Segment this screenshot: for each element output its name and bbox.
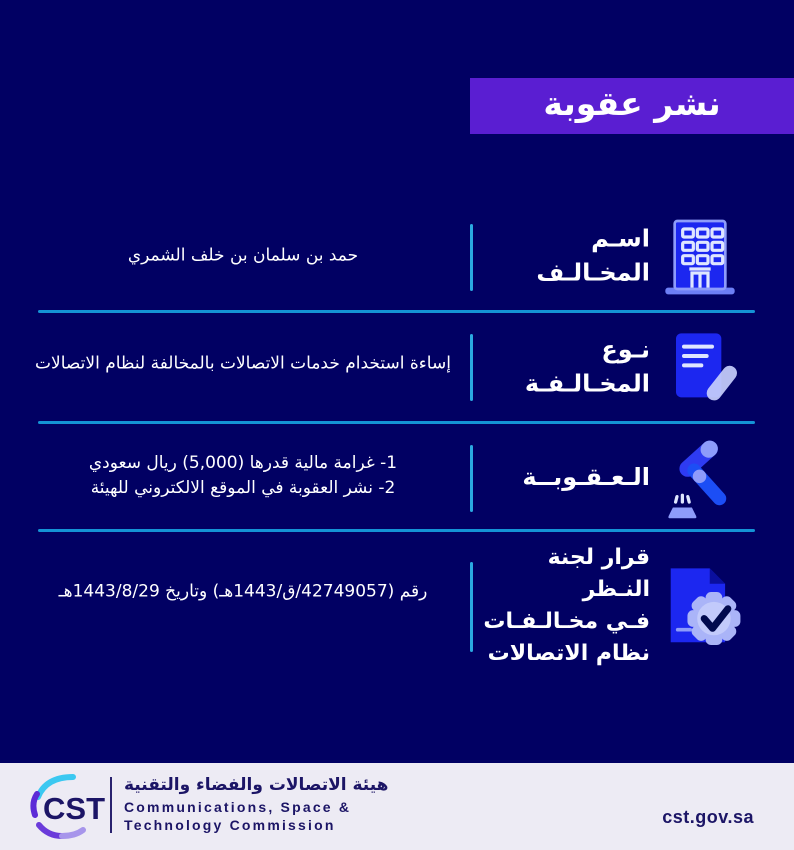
website-url: cst.gov.sa <box>662 807 754 827</box>
row-label-committee-decision: قرار لجنة النـظر فـي مخـالـفـات نظام الاتصالات <box>483 545 650 666</box>
decision-number-value: رقم (42749057/ق/1443هـ) وتاريخ 1443/8/29هـ <box>58 581 428 602</box>
cst-logo <box>28 770 106 846</box>
banner-title: نشر عقوبة <box>543 83 721 123</box>
org-name-english: Communications, Space & Technology Commission <box>124 799 352 833</box>
row-divider <box>38 421 755 424</box>
row-label-violator-name: اسـم المخـالـف <box>536 224 650 286</box>
footer-org-names <box>124 775 388 834</box>
footer-divider <box>110 777 112 833</box>
vertical-divider <box>470 224 473 291</box>
banner <box>470 78 794 134</box>
row-label-penalty: الـعـقـوبــة <box>522 463 650 492</box>
row-divider <box>38 310 755 313</box>
document-pen-icon <box>654 326 746 410</box>
vertical-divider <box>470 562 473 652</box>
gavel-icon <box>654 437 746 521</box>
svg-text:CST: CST <box>43 791 105 826</box>
stamped-document-icon <box>654 564 746 648</box>
vertical-divider <box>470 445 473 512</box>
penalty-value: 1- غرامة مالية قدرها (5,000) ريال سعودي 2- نشر العقوبة في الموقع الالكتروني للهيئة <box>88 453 398 498</box>
row-label-violation-type: نـوع المخـالـفـة <box>524 335 650 397</box>
footer <box>0 763 794 850</box>
building-icon <box>654 215 746 299</box>
violator-name-value: حمد بن سلمان بن خلف الشمري <box>127 245 359 266</box>
vertical-divider <box>470 334 473 401</box>
violation-type-value: إساءة استخدام خدمات الاتصالات بالمخالفة لنظام الاتصالات <box>35 353 451 374</box>
org-name-arabic: هيئة الاتصالات والفضاء والتقنية <box>124 775 389 795</box>
row-divider <box>38 529 755 532</box>
